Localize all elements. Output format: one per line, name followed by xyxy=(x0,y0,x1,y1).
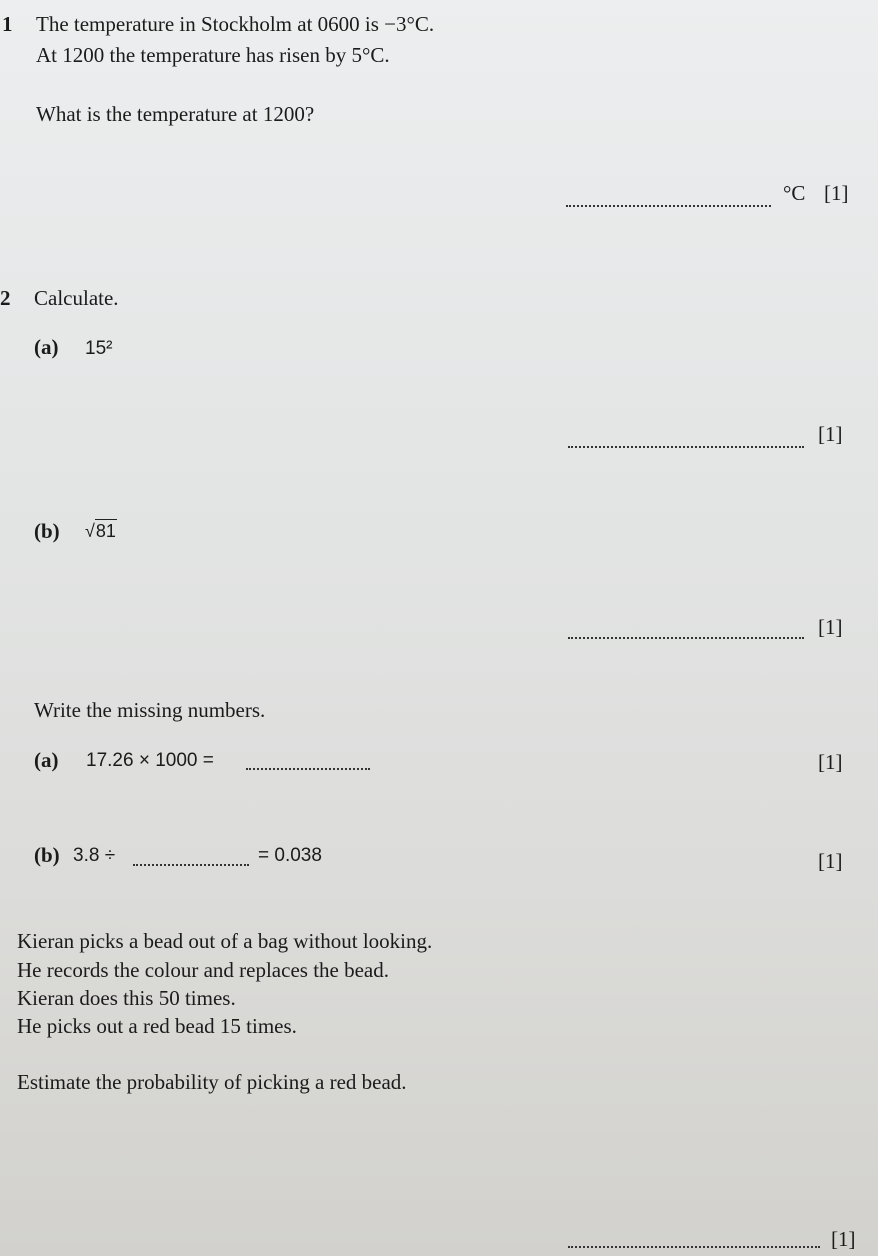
question-1-prompt: What is the temperature at 1200? xyxy=(36,102,315,126)
question-4-line-4: He picks out a red bead 15 times. xyxy=(17,1014,297,1038)
question-4-marks: [1] xyxy=(831,1227,856,1251)
question-1-answer-line[interactable] xyxy=(566,205,771,207)
question-4-line-3: Kieran does this 50 times. xyxy=(17,986,236,1010)
question-3b-expression-left: 3.8 ÷ xyxy=(73,845,116,866)
question-2a-label: (a) xyxy=(34,335,59,359)
square-root-sign-icon: √ xyxy=(85,521,95,541)
question-3b-label: (b) xyxy=(34,843,60,867)
question-2b-answer-line[interactable] xyxy=(568,637,804,639)
question-3b-expression-right: = 0.038 xyxy=(258,845,322,866)
question-2-instruction: Calculate. xyxy=(34,286,119,310)
question-2b-square-root xyxy=(85,522,117,540)
question-3-instruction: Write the missing numbers. xyxy=(34,698,266,722)
question-2b-marks: [1] xyxy=(818,615,843,639)
question-2-number: 2 xyxy=(0,286,11,310)
question-3b-marks: [1] xyxy=(818,849,843,873)
question-2b-radicand: 81 xyxy=(95,521,116,541)
question-1-marks: [1] xyxy=(824,181,849,205)
question-2a-expression: 15² xyxy=(85,338,113,359)
question-1-line-2: At 1200 the temperature has risen by 5°C. xyxy=(36,43,390,67)
question-1-number: 1 xyxy=(2,12,13,36)
question-2a-answer-line[interactable] xyxy=(568,446,804,448)
question-3b-answer-line[interactable] xyxy=(133,864,249,866)
question-3a-answer-line[interactable] xyxy=(246,768,370,770)
question-3a-label: (a) xyxy=(34,748,59,772)
question-4-answer-line[interactable] xyxy=(568,1246,820,1248)
question-3a-marks: [1] xyxy=(818,750,843,774)
question-2a-marks: [1] xyxy=(818,422,843,446)
question-1-unit: °C xyxy=(783,181,806,205)
question-4-line-2: He records the colour and replaces the bead. xyxy=(17,958,389,982)
question-4-prompt: Estimate the probability of picking a red bead. xyxy=(17,1070,407,1094)
question-3a-expression: 17.26 × 1000 = xyxy=(86,750,214,771)
question-2b-label: (b) xyxy=(34,519,60,543)
question-4-line-1: Kieran picks a bead out of a bag without looking. xyxy=(17,929,433,953)
question-1-line-1: The temperature in Stockholm at 0600 is −3°C. xyxy=(36,12,435,36)
